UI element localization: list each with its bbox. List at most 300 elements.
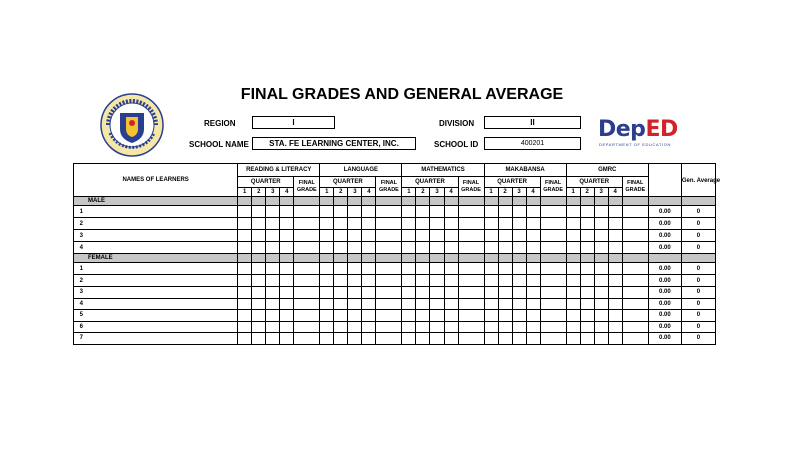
grade-cell[interactable] bbox=[458, 275, 484, 287]
grade-cell[interactable] bbox=[280, 206, 294, 218]
grade-cell[interactable] bbox=[540, 287, 566, 299]
grade-cell[interactable] bbox=[566, 321, 580, 333]
grade-cell[interactable] bbox=[540, 230, 566, 242]
grade-cell[interactable] bbox=[458, 230, 484, 242]
grade-cell[interactable] bbox=[238, 310, 252, 322]
grade-cell[interactable] bbox=[608, 206, 622, 218]
grade-cell[interactable] bbox=[348, 275, 362, 287]
learner-name-cell[interactable] bbox=[89, 230, 238, 242]
table-row bbox=[74, 310, 716, 322]
grade-cell[interactable] bbox=[238, 242, 252, 254]
grade-cell[interactable] bbox=[334, 321, 348, 333]
grade-cell[interactable] bbox=[252, 310, 266, 322]
grade-cell[interactable] bbox=[294, 287, 320, 299]
grade-cell[interactable] bbox=[416, 321, 430, 333]
grade-cell[interactable] bbox=[580, 321, 594, 333]
grade-cell[interactable] bbox=[266, 218, 280, 230]
grade-cell[interactable] bbox=[402, 333, 416, 345]
grade-cell[interactable] bbox=[376, 263, 402, 275]
grade-cell[interactable] bbox=[498, 263, 512, 275]
learner-name-cell[interactable] bbox=[89, 263, 238, 275]
grade-cell[interactable] bbox=[622, 275, 648, 287]
grade-cell[interactable] bbox=[334, 230, 348, 242]
grade-cell[interactable] bbox=[362, 230, 376, 242]
grade-cell[interactable] bbox=[594, 242, 608, 254]
grade-cell[interactable] bbox=[622, 242, 648, 254]
grade-cell[interactable] bbox=[458, 333, 484, 345]
grade-cell[interactable] bbox=[334, 242, 348, 254]
grade-cell[interactable] bbox=[566, 298, 580, 310]
school-id-field[interactable]: 400201 bbox=[484, 137, 581, 150]
learner-name-cell[interactable] bbox=[89, 242, 238, 254]
grade-cell[interactable] bbox=[580, 206, 594, 218]
grade-cell[interactable] bbox=[416, 230, 430, 242]
grade-cell[interactable] bbox=[458, 218, 484, 230]
section-label: FEMALE bbox=[74, 254, 238, 263]
grade-cell[interactable] bbox=[458, 206, 484, 218]
grade-cell[interactable] bbox=[484, 321, 498, 333]
grade-cell[interactable] bbox=[512, 242, 526, 254]
grade-cell[interactable] bbox=[376, 218, 402, 230]
grade-cell[interactable] bbox=[430, 263, 444, 275]
learner-name-cell[interactable] bbox=[89, 333, 238, 345]
grade-cell[interactable] bbox=[608, 218, 622, 230]
grade-cell[interactable] bbox=[430, 333, 444, 345]
grade-cell[interactable] bbox=[526, 263, 540, 275]
region-field[interactable]: I bbox=[252, 116, 335, 129]
grade-cell[interactable] bbox=[444, 310, 458, 322]
grade-cell[interactable] bbox=[580, 263, 594, 275]
grade-cell[interactable] bbox=[348, 206, 362, 218]
grade-cell[interactable] bbox=[252, 287, 266, 299]
grade-cell[interactable] bbox=[266, 298, 280, 310]
grade-cell[interactable] bbox=[320, 298, 334, 310]
grade-cell[interactable] bbox=[416, 206, 430, 218]
grade-cell[interactable] bbox=[376, 298, 402, 310]
grade-cell[interactable] bbox=[622, 206, 648, 218]
learner-name-cell[interactable] bbox=[89, 218, 238, 230]
grade-cell[interactable] bbox=[348, 298, 362, 310]
grade-cell[interactable] bbox=[376, 242, 402, 254]
grade-cell[interactable] bbox=[280, 218, 294, 230]
grade-cell[interactable] bbox=[608, 310, 622, 322]
grade-cell[interactable] bbox=[540, 298, 566, 310]
grade-cell[interactable] bbox=[594, 263, 608, 275]
grade-cell[interactable] bbox=[362, 333, 376, 345]
grade-cell[interactable] bbox=[320, 275, 334, 287]
grade-cell[interactable] bbox=[540, 206, 566, 218]
grade-cell[interactable] bbox=[526, 206, 540, 218]
grade-cell[interactable] bbox=[238, 333, 252, 345]
grade-cell[interactable] bbox=[458, 287, 484, 299]
grade-cell[interactable] bbox=[444, 206, 458, 218]
grade-cell[interactable] bbox=[294, 321, 320, 333]
grade-cell[interactable] bbox=[348, 321, 362, 333]
grade-cell[interactable] bbox=[238, 275, 252, 287]
grade-cell[interactable] bbox=[294, 310, 320, 322]
grade-cell[interactable] bbox=[526, 333, 540, 345]
grade-cell[interactable] bbox=[512, 310, 526, 322]
grade-cell[interactable] bbox=[498, 333, 512, 345]
grade-cell[interactable] bbox=[402, 218, 416, 230]
grade-cell[interactable] bbox=[252, 206, 266, 218]
grade-cell[interactable] bbox=[266, 206, 280, 218]
grade-cell[interactable] bbox=[376, 287, 402, 299]
grade-cell[interactable] bbox=[540, 263, 566, 275]
grade-cell[interactable] bbox=[430, 275, 444, 287]
grade-cell[interactable] bbox=[266, 321, 280, 333]
grade-cell[interactable] bbox=[252, 242, 266, 254]
grade-cell[interactable] bbox=[580, 287, 594, 299]
grade-cell[interactable] bbox=[294, 298, 320, 310]
grade-cell[interactable] bbox=[362, 287, 376, 299]
grade-cell[interactable] bbox=[252, 275, 266, 287]
grade-cell[interactable] bbox=[498, 298, 512, 310]
grade-cell[interactable] bbox=[252, 218, 266, 230]
grade-cell[interactable] bbox=[566, 230, 580, 242]
grade-cell[interactable] bbox=[348, 242, 362, 254]
grade-cell[interactable] bbox=[430, 206, 444, 218]
grade-cell[interactable] bbox=[252, 321, 266, 333]
learner-name-cell[interactable] bbox=[89, 206, 238, 218]
grade-cell[interactable] bbox=[348, 218, 362, 230]
grade-cell[interactable] bbox=[238, 206, 252, 218]
grade-cell[interactable] bbox=[238, 218, 252, 230]
grade-cell[interactable] bbox=[622, 218, 648, 230]
grade-cell[interactable] bbox=[484, 263, 498, 275]
grade-cell[interactable] bbox=[348, 230, 362, 242]
grade-cell[interactable] bbox=[348, 287, 362, 299]
grade-cell[interactable] bbox=[580, 333, 594, 345]
quarter-number: 2 bbox=[252, 188, 266, 197]
grade-cell[interactable] bbox=[498, 321, 512, 333]
grade-cell[interactable] bbox=[320, 333, 334, 345]
grade-cell[interactable] bbox=[444, 263, 458, 275]
grade-cell[interactable] bbox=[266, 242, 280, 254]
grade-cell[interactable] bbox=[280, 275, 294, 287]
rank-value: 0 bbox=[681, 321, 715, 333]
grade-cell[interactable] bbox=[622, 310, 648, 322]
grade-cell[interactable] bbox=[622, 298, 648, 310]
grade-cell[interactable] bbox=[608, 275, 622, 287]
grade-cell[interactable] bbox=[266, 287, 280, 299]
grade-cell[interactable] bbox=[334, 298, 348, 310]
grade-cell[interactable] bbox=[608, 321, 622, 333]
grade-cell[interactable] bbox=[540, 333, 566, 345]
grade-cell[interactable] bbox=[540, 218, 566, 230]
grade-cell[interactable] bbox=[484, 218, 498, 230]
grade-cell[interactable] bbox=[580, 242, 594, 254]
grade-cell[interactable] bbox=[566, 218, 580, 230]
table-row bbox=[74, 218, 716, 230]
grade-cell[interactable] bbox=[580, 275, 594, 287]
grade-cell[interactable] bbox=[334, 218, 348, 230]
grade-cell[interactable] bbox=[266, 230, 280, 242]
grade-cell[interactable] bbox=[280, 263, 294, 275]
section-cell bbox=[294, 254, 320, 263]
grade-cell[interactable] bbox=[320, 321, 334, 333]
grade-cell[interactable] bbox=[594, 333, 608, 345]
grade-cell[interactable] bbox=[348, 333, 362, 345]
grade-cell[interactable] bbox=[416, 242, 430, 254]
grade-cell[interactable] bbox=[498, 218, 512, 230]
grade-cell[interactable] bbox=[622, 287, 648, 299]
row-number: 1 bbox=[74, 206, 89, 218]
grade-cell[interactable] bbox=[608, 263, 622, 275]
grade-cell[interactable] bbox=[430, 321, 444, 333]
quarter-number: 1 bbox=[566, 188, 580, 197]
grade-cell[interactable] bbox=[294, 333, 320, 345]
grade-cell[interactable] bbox=[402, 321, 416, 333]
grade-cell[interactable] bbox=[444, 298, 458, 310]
grade-cell[interactable] bbox=[266, 263, 280, 275]
grade-cell[interactable] bbox=[402, 230, 416, 242]
grade-cell[interactable] bbox=[266, 275, 280, 287]
grade-cell[interactable] bbox=[484, 298, 498, 310]
grade-cell[interactable] bbox=[608, 230, 622, 242]
grade-cell[interactable] bbox=[512, 298, 526, 310]
section-cell bbox=[320, 254, 334, 263]
grade-cell[interactable] bbox=[416, 333, 430, 345]
grade-cell[interactable] bbox=[458, 298, 484, 310]
grade-cell[interactable] bbox=[526, 287, 540, 299]
grade-cell[interactable] bbox=[402, 242, 416, 254]
grade-cell[interactable] bbox=[608, 287, 622, 299]
grade-cell[interactable] bbox=[362, 263, 376, 275]
grade-cell[interactable] bbox=[526, 298, 540, 310]
grade-cell[interactable] bbox=[484, 333, 498, 345]
grade-cell[interactable] bbox=[294, 218, 320, 230]
learner-name-cell[interactable] bbox=[89, 298, 238, 310]
grade-cell[interactable] bbox=[238, 230, 252, 242]
grade-cell[interactable] bbox=[334, 310, 348, 322]
grade-cell[interactable] bbox=[444, 287, 458, 299]
grade-cell[interactable] bbox=[580, 230, 594, 242]
grade-cell[interactable] bbox=[512, 321, 526, 333]
grade-cell[interactable] bbox=[526, 310, 540, 322]
grade-cell[interactable] bbox=[280, 242, 294, 254]
grade-cell[interactable] bbox=[566, 275, 580, 287]
grade-cell[interactable] bbox=[320, 242, 334, 254]
grade-cell[interactable] bbox=[238, 321, 252, 333]
grade-cell[interactable] bbox=[430, 230, 444, 242]
grade-cell[interactable] bbox=[458, 321, 484, 333]
grade-cell[interactable] bbox=[294, 242, 320, 254]
grade-cell[interactable] bbox=[416, 275, 430, 287]
grade-cell[interactable] bbox=[594, 321, 608, 333]
grade-cell[interactable] bbox=[252, 298, 266, 310]
grade-cell[interactable] bbox=[498, 310, 512, 322]
grade-cell[interactable] bbox=[498, 242, 512, 254]
grade-cell[interactable] bbox=[608, 298, 622, 310]
grade-cell[interactable] bbox=[580, 310, 594, 322]
grade-cell[interactable] bbox=[402, 206, 416, 218]
grade-cell[interactable] bbox=[526, 275, 540, 287]
grade-cell[interactable] bbox=[252, 230, 266, 242]
grade-cell[interactable] bbox=[402, 275, 416, 287]
grade-cell[interactable] bbox=[484, 242, 498, 254]
grade-cell[interactable] bbox=[512, 263, 526, 275]
grade-cell[interactable] bbox=[362, 298, 376, 310]
grade-cell[interactable] bbox=[362, 275, 376, 287]
grade-cell[interactable] bbox=[362, 321, 376, 333]
grade-cell[interactable] bbox=[608, 333, 622, 345]
grade-cell[interactable] bbox=[294, 275, 320, 287]
grade-cell[interactable] bbox=[320, 206, 334, 218]
grade-cell[interactable] bbox=[594, 310, 608, 322]
grade-cell[interactable] bbox=[362, 218, 376, 230]
grade-cell[interactable] bbox=[580, 218, 594, 230]
learner-name-cell[interactable] bbox=[89, 275, 238, 287]
grade-cell[interactable] bbox=[444, 321, 458, 333]
division-field[interactable]: II bbox=[484, 116, 581, 129]
grade-cell[interactable] bbox=[430, 218, 444, 230]
grade-cell[interactable] bbox=[444, 218, 458, 230]
grade-cell[interactable] bbox=[484, 275, 498, 287]
grade-cell[interactable] bbox=[280, 298, 294, 310]
grade-cell[interactable] bbox=[512, 230, 526, 242]
grade-cell[interactable] bbox=[594, 218, 608, 230]
grade-cell[interactable] bbox=[512, 275, 526, 287]
grade-cell[interactable] bbox=[608, 242, 622, 254]
grade-cell[interactable] bbox=[362, 206, 376, 218]
grade-cell[interactable] bbox=[444, 230, 458, 242]
grade-cell[interactable] bbox=[376, 310, 402, 322]
grade-cell[interactable] bbox=[458, 263, 484, 275]
grade-cell[interactable] bbox=[348, 310, 362, 322]
grade-cell[interactable] bbox=[526, 321, 540, 333]
grade-cell[interactable] bbox=[238, 287, 252, 299]
grade-cell[interactable] bbox=[498, 275, 512, 287]
grade-cell[interactable] bbox=[280, 230, 294, 242]
grade-cell[interactable] bbox=[238, 298, 252, 310]
grade-cell[interactable] bbox=[320, 218, 334, 230]
grade-cell[interactable] bbox=[526, 218, 540, 230]
grade-cell[interactable] bbox=[376, 206, 402, 218]
grade-cell[interactable] bbox=[280, 287, 294, 299]
grade-cell[interactable] bbox=[498, 287, 512, 299]
grade-cell[interactable] bbox=[416, 310, 430, 322]
grade-cell[interactable] bbox=[430, 298, 444, 310]
grade-cell[interactable] bbox=[334, 287, 348, 299]
grade-cell[interactable] bbox=[376, 321, 402, 333]
grade-cell[interactable] bbox=[280, 333, 294, 345]
grade-cell[interactable] bbox=[622, 321, 648, 333]
grade-cell[interactable] bbox=[540, 275, 566, 287]
grade-cell[interactable] bbox=[458, 242, 484, 254]
grade-cell[interactable] bbox=[484, 310, 498, 322]
grade-cell[interactable] bbox=[416, 287, 430, 299]
grade-cell[interactable] bbox=[238, 263, 252, 275]
grade-cell[interactable] bbox=[444, 242, 458, 254]
grade-cell[interactable] bbox=[266, 333, 280, 345]
grade-cell[interactable] bbox=[566, 206, 580, 218]
grade-cell[interactable] bbox=[280, 310, 294, 322]
grade-cell[interactable] bbox=[566, 242, 580, 254]
grade-cell[interactable] bbox=[294, 230, 320, 242]
grade-cell[interactable] bbox=[594, 206, 608, 218]
grade-cell[interactable] bbox=[498, 230, 512, 242]
grade-cell[interactable] bbox=[252, 263, 266, 275]
grade-cell[interactable] bbox=[594, 298, 608, 310]
grade-cell[interactable] bbox=[458, 310, 484, 322]
grade-cell[interactable] bbox=[266, 310, 280, 322]
grade-cell[interactable] bbox=[402, 263, 416, 275]
grade-cell[interactable] bbox=[594, 230, 608, 242]
grade-cell[interactable] bbox=[416, 298, 430, 310]
grade-cell[interactable] bbox=[294, 263, 320, 275]
grade-cell[interactable] bbox=[512, 287, 526, 299]
grade-cell[interactable] bbox=[484, 230, 498, 242]
grade-cell[interactable] bbox=[566, 287, 580, 299]
grade-cell[interactable] bbox=[566, 310, 580, 322]
grade-cell[interactable] bbox=[362, 242, 376, 254]
grade-cell[interactable] bbox=[540, 310, 566, 322]
grade-cell[interactable] bbox=[526, 242, 540, 254]
learner-name-cell[interactable] bbox=[89, 310, 238, 322]
grade-cell[interactable] bbox=[594, 275, 608, 287]
grade-cell[interactable] bbox=[580, 298, 594, 310]
grade-cell[interactable] bbox=[252, 333, 266, 345]
learner-name-cell[interactable] bbox=[89, 287, 238, 299]
grade-cell[interactable] bbox=[334, 263, 348, 275]
grade-cell[interactable] bbox=[416, 263, 430, 275]
grade-cell[interactable] bbox=[444, 275, 458, 287]
grade-cell[interactable] bbox=[320, 310, 334, 322]
grade-cell[interactable] bbox=[444, 333, 458, 345]
grade-cell[interactable] bbox=[526, 230, 540, 242]
grade-cell[interactable] bbox=[402, 287, 416, 299]
grade-cell[interactable] bbox=[622, 230, 648, 242]
grade-cell[interactable] bbox=[294, 206, 320, 218]
grade-cell[interactable] bbox=[430, 310, 444, 322]
grade-cell[interactable] bbox=[498, 206, 512, 218]
grade-cell[interactable] bbox=[334, 275, 348, 287]
grade-cell[interactable] bbox=[320, 287, 334, 299]
grade-cell[interactable] bbox=[376, 333, 402, 345]
grade-cell[interactable] bbox=[402, 298, 416, 310]
grade-cell[interactable] bbox=[622, 333, 648, 345]
grade-cell[interactable] bbox=[376, 230, 402, 242]
grade-cell[interactable] bbox=[334, 333, 348, 345]
grade-cell[interactable] bbox=[566, 263, 580, 275]
grade-cell[interactable] bbox=[540, 242, 566, 254]
table-row bbox=[74, 321, 716, 333]
grade-cell[interactable] bbox=[484, 206, 498, 218]
grade-cell[interactable] bbox=[320, 230, 334, 242]
grade-cell[interactable] bbox=[280, 321, 294, 333]
grade-cell[interactable] bbox=[566, 333, 580, 345]
grade-cell[interactable] bbox=[484, 287, 498, 299]
grade-cell[interactable] bbox=[594, 287, 608, 299]
grade-cell[interactable] bbox=[320, 263, 334, 275]
grade-cell[interactable] bbox=[348, 263, 362, 275]
grade-cell[interactable] bbox=[430, 287, 444, 299]
grade-cell[interactable] bbox=[622, 263, 648, 275]
grade-cell[interactable] bbox=[512, 333, 526, 345]
grade-cell[interactable] bbox=[540, 321, 566, 333]
grade-cell[interactable] bbox=[430, 242, 444, 254]
school-name-field[interactable]: STA. FE LEARNING CENTER, INC. bbox=[252, 137, 416, 150]
grade-cell[interactable] bbox=[362, 310, 376, 322]
grade-cell[interactable] bbox=[402, 310, 416, 322]
grade-cell[interactable] bbox=[334, 206, 348, 218]
grade-cell[interactable] bbox=[512, 206, 526, 218]
grade-cell[interactable] bbox=[512, 218, 526, 230]
learner-name-cell[interactable] bbox=[89, 321, 238, 333]
grade-cell[interactable] bbox=[376, 275, 402, 287]
grade-cell[interactable] bbox=[416, 218, 430, 230]
